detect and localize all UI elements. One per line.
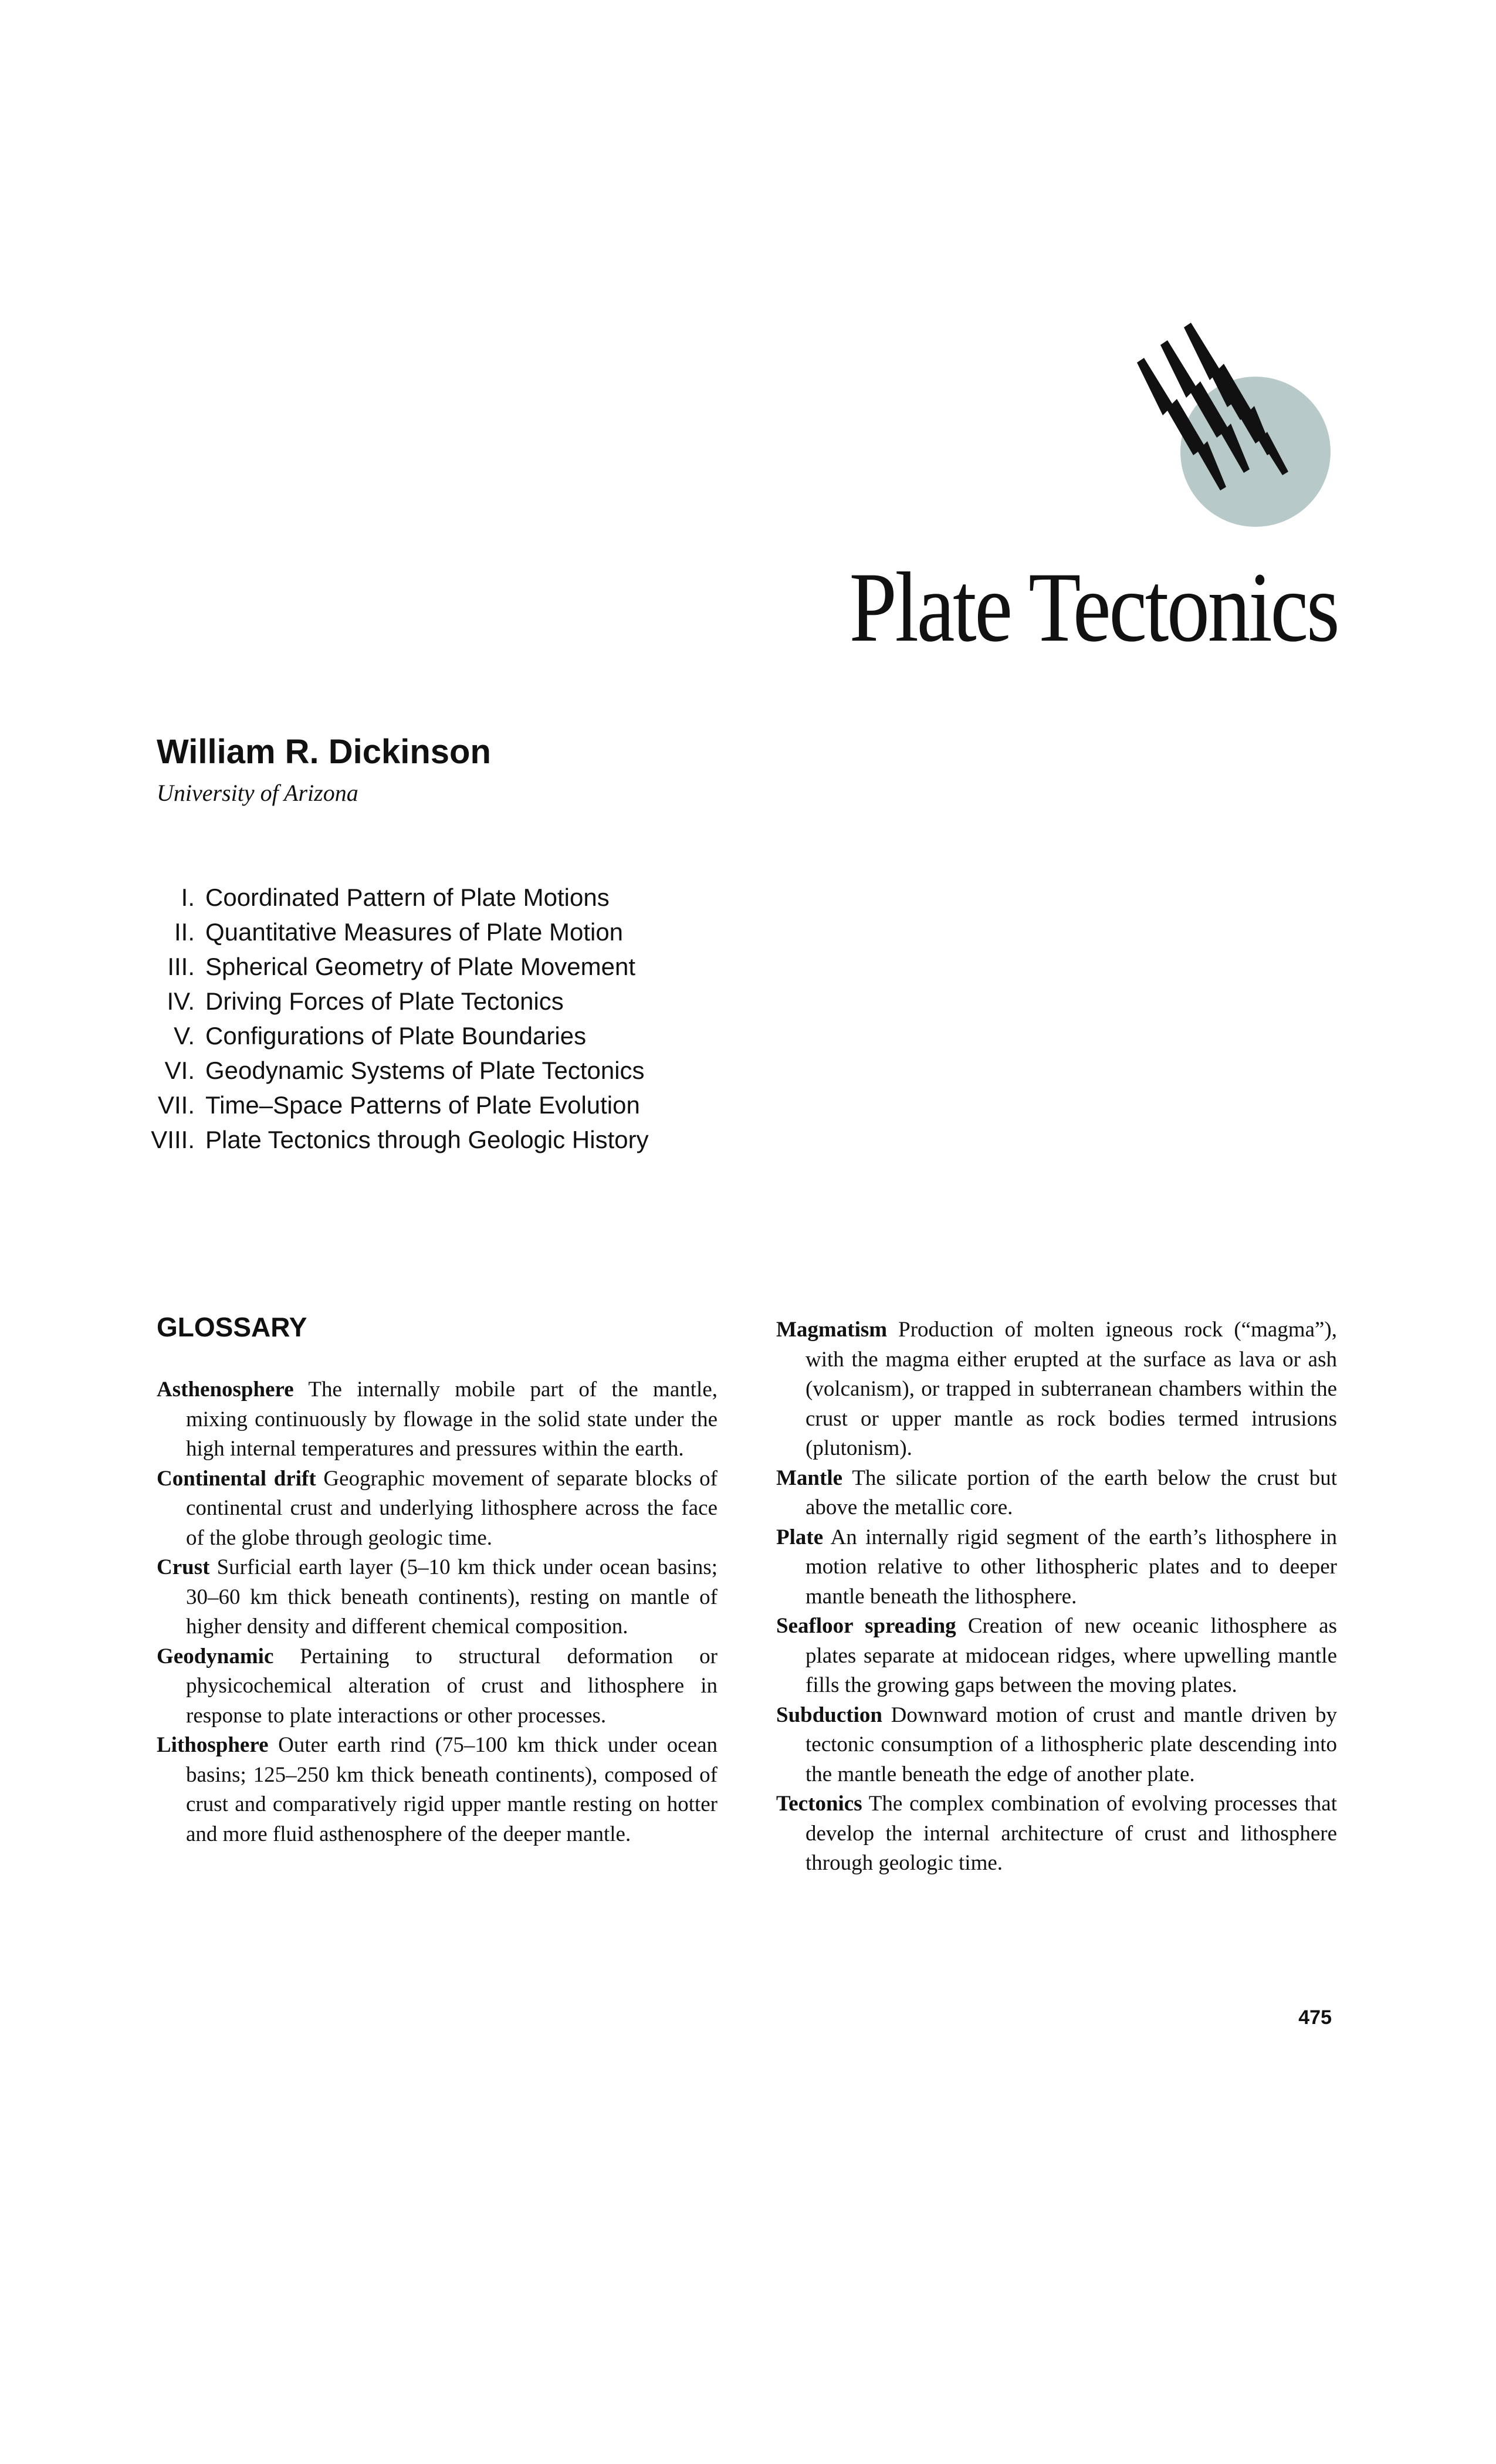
toc-item <box>111 949 649 984</box>
glossary-term: Asthenosphere <box>157 1377 294 1402</box>
toc-label: Plate Tectonics through Geologic History <box>205 1126 649 1153</box>
toc-number: II. <box>174 918 195 946</box>
toc-label: Quantitative Measures of Plate Motion <box>205 918 624 946</box>
toc-label: Spherical Geometry of Plate Movement <box>205 953 635 980</box>
glossary-definition: Surficial earth layer (5–10 km thick under ocean basins; 30–60 km thick beneath continents), resting on mantle of higher density and different chemical composition. <box>186 1555 718 1639</box>
glossary-entry <box>776 1612 1337 1701</box>
toc-label: Driving Forces of Plate Tectonics <box>205 987 564 1015</box>
toc-item <box>111 880 649 915</box>
author-name: William R. Dickinson <box>157 733 491 771</box>
glossary-entry <box>157 1464 717 1553</box>
glossary-definition: The internally mobile part of the mantle, mixing continuously by flowage in the solid state under the high internal temperatures and pressures within the earth. <box>186 1377 717 1461</box>
toc-item <box>111 1053 649 1088</box>
glossary-entry <box>157 1642 717 1731</box>
glossary-definition: Pertaining to structural deformation or physicochemical alteration of crust and lithosphere in response to plate interactions or other processes. <box>186 1644 717 1728</box>
glossary-term: Geodynamic <box>157 1644 274 1668</box>
toc-label: Time–Space Patterns of Plate Evolution <box>205 1091 640 1119</box>
glossary-entry <box>776 1701 1337 1790</box>
glossary-column-left <box>157 1375 717 1849</box>
glossary-column-right <box>776 1315 1337 1879</box>
toc-item <box>111 1122 649 1157</box>
toc-label: Configurations of Plate Boundaries <box>205 1022 587 1050</box>
glossary-term: Crust <box>157 1555 210 1579</box>
toc-item <box>111 1018 649 1053</box>
glossary-definition: The complex combination of evolving processes that develop the internal architecture of crust and lithosphere through geologic time. <box>805 1792 1337 1875</box>
glossary-entry <box>157 1375 717 1464</box>
glossary-term: Mantle <box>776 1465 843 1490</box>
glossary-definition: Geographic movement of separate blocks of continental crust and underlying lithosphere across the face of the globe through geologic time. <box>186 1466 717 1550</box>
glossary-entry <box>157 1553 717 1642</box>
glossary-term: Magmatism <box>776 1318 888 1342</box>
glossary-heading: GLOSSARY <box>157 1312 307 1342</box>
article-title: Plate Tectonics <box>849 552 1338 662</box>
glossary-term: Lithosphere <box>157 1733 269 1757</box>
glossary-definition: Production of molten igneous rock (“magma”), with the magma either erupted at the surface as lava or ash (volcanism), or trapped in subterranean chambers within the crust or upper mantle as rock bodies termed intrusions (plutonism). <box>805 1318 1337 1460</box>
table-of-contents <box>111 880 649 1157</box>
glossary-definition: The silicate portion of the earth below the crust but above the metallic core. <box>805 1465 1337 1519</box>
glossary-definition: Outer earth rind (75–100 km thick under ocean basins; 125–250 km thick beneath continents), composed of crust and comparatively rigid upper mantle resting on hotter and more fluid asthenosphere of the deeper mantle. <box>186 1733 717 1846</box>
glossary-term: Plate <box>776 1525 824 1549</box>
toc-item <box>111 1088 649 1122</box>
toc-number: VII. <box>157 1091 195 1119</box>
toc-label: Geodynamic Systems of Plate Tectonics <box>205 1057 645 1084</box>
toc-item <box>111 984 649 1018</box>
toc-label: Coordinated Pattern of Plate Motions <box>205 884 610 911</box>
glossary-entry <box>776 1789 1337 1879</box>
toc-number: IV. <box>167 987 195 1015</box>
glossary-definition: Creation of new oceanic lithosphere as plates separate at midocean ridges, where upwelling mantle fills the growing gaps between the moving plates. <box>805 1614 1337 1697</box>
toc-number: V. <box>174 1022 195 1050</box>
glossary-term: Tectonics <box>776 1792 862 1816</box>
toc-number: I. <box>181 884 195 911</box>
toc-number: III. <box>167 953 195 980</box>
glossary-definition: Downward motion of crust and mantle driven by tectonic consumption of a lithospheric plate descending into the mantle beneath the edge of another plate. <box>805 1703 1337 1786</box>
glossary-entry <box>776 1523 1337 1612</box>
glossary-term: Seafloor spreading <box>776 1614 956 1638</box>
glossary-definition: An internally rigid segment of the earth’s lithosphere in motion relative to other lithospheric plates and to deeper mantle beneath the lithosphere. <box>805 1525 1337 1609</box>
glossary-term: Subduction <box>776 1703 882 1727</box>
lightning-circle-logo <box>1121 317 1338 540</box>
glossary-entry <box>157 1731 717 1849</box>
page-number: 475 <box>1298 2006 1332 2029</box>
toc-number: VIII. <box>151 1126 195 1153</box>
glossary-entry <box>776 1464 1337 1523</box>
toc-number: VI. <box>164 1057 195 1084</box>
toc-item <box>111 915 649 949</box>
author-affiliation: University of Arizona <box>157 780 358 806</box>
glossary-entry <box>776 1315 1337 1464</box>
glossary-term: Continental drift <box>157 1466 316 1491</box>
